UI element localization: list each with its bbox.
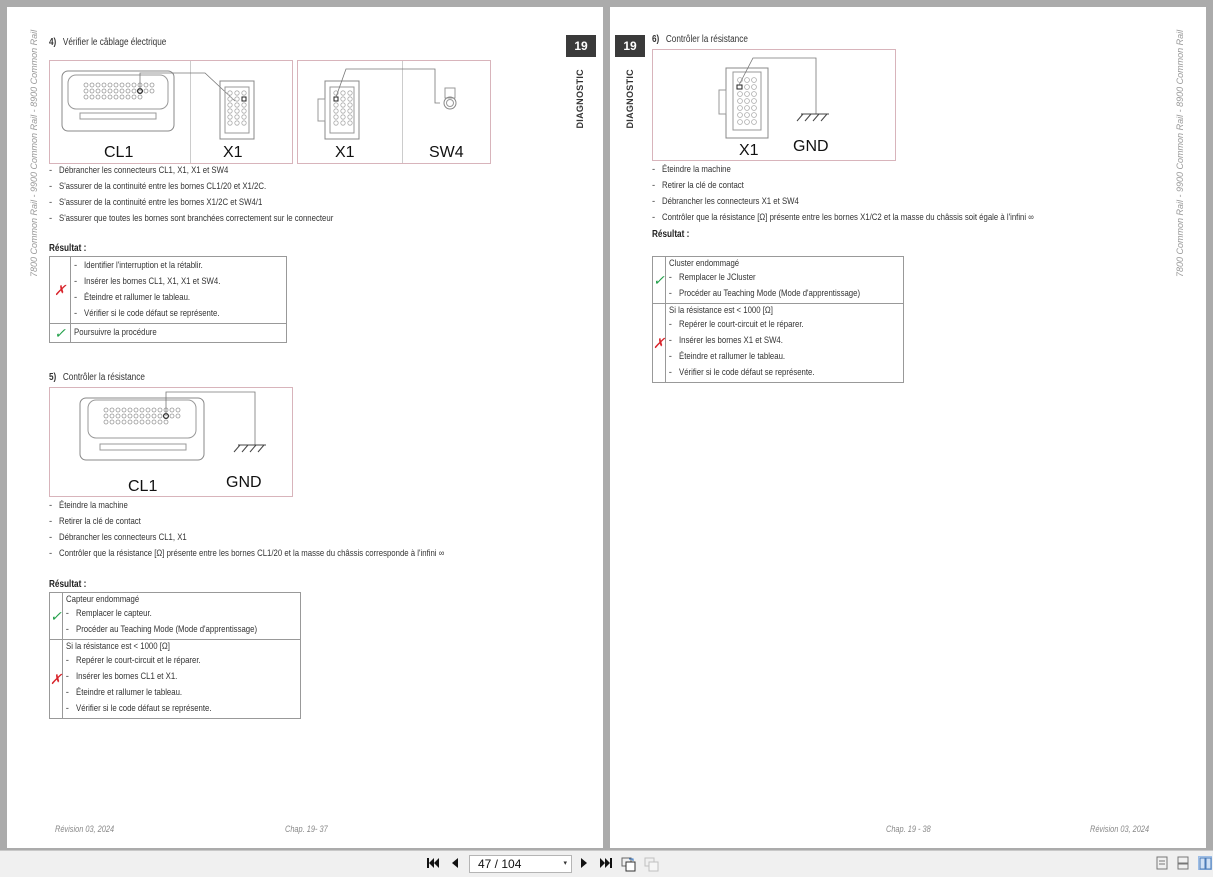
pdf-navigation-toolbar: [0, 850, 1213, 877]
footer-page-number: Chap. 19 - 38: [886, 824, 931, 834]
next-page-icon: [578, 856, 590, 870]
instruction-item: - Retirer la clé de contact: [652, 178, 1115, 194]
first-page-icon: [426, 856, 440, 870]
instruction-item: - Débrancher les connecteurs CL1, X1: [49, 530, 529, 546]
result-heading-line: Capteur endommagé: [65, 594, 139, 605]
instruction-item: - Éteindre la machine: [49, 498, 529, 514]
step-4-title: [49, 37, 192, 48]
result-line: - Éteindre et rallumer le tableau.: [66, 685, 297, 701]
result-line: - Insérer les bornes X1 et SW4.: [669, 333, 900, 349]
step-title-text: Contrôler la résistance: [62, 372, 145, 383]
last-page-button[interactable]: [599, 856, 613, 872]
chapter-tab: 19: [566, 35, 596, 57]
instruction-item: - Éteindre la machine: [652, 162, 1115, 178]
instruction-item: - S'assurer de la continuité entre les bornes CL1/20 et X1/2C.: [49, 179, 394, 195]
connector-label: CL1: [128, 478, 158, 495]
step-5-title: [49, 372, 166, 383]
connector-label: X1: [335, 144, 355, 161]
result-table-step-5: [49, 592, 301, 719]
step-6-instructions: [652, 162, 1115, 226]
page-indicator: 47 / 104: [478, 857, 522, 871]
instruction-item: - Contrôler que la résistance [Ω] présente entre les bornes X1/C2 et la masse du châssis soit égale à l'infini ∞: [652, 210, 1115, 226]
result-row-fail: [653, 304, 904, 383]
result-line: - Insérer les bornes CL1 et X1.: [66, 669, 297, 685]
step-number: 5): [49, 372, 57, 383]
result-line: - Vérifier si le code défaut se représente.: [74, 306, 283, 322]
single-page-icon: [1155, 856, 1169, 870]
result-line: - Identifier l'interruption et la rétablir.: [74, 258, 283, 274]
result-line: - Éteindre et rallumer le tableau.: [669, 349, 900, 365]
result-heading: Résultat :: [49, 243, 87, 254]
connector-label: GND: [226, 474, 262, 491]
previous-page-button[interactable]: [449, 856, 461, 872]
result-heading-line: Si la résistance est < 1000 [Ω]: [65, 641, 170, 652]
first-page-button[interactable]: [426, 856, 440, 872]
result-line: - Vérifier si le code défaut se représente.: [669, 365, 900, 381]
footer-page-number: Chap. 19- 37: [285, 824, 328, 834]
result-row-fail: [50, 640, 301, 719]
footer-revision: Révision 03, 2024: [1090, 824, 1150, 834]
instruction-item: - S'assurer que toutes les bornes sont branchées correctement sur le connecteur: [49, 211, 394, 227]
page-left: [7, 7, 603, 848]
cross-icon: ✗: [50, 640, 63, 719]
connector-label: X1: [739, 142, 759, 159]
instruction-item: - Contrôler que la résistance [Ω] présente entre les bornes CL1/20 et la masse du châssis corresponde à l'infini ∞: [49, 546, 529, 562]
instruction-item: - Retirer la clé de contact: [49, 514, 529, 530]
diagram-cl1-gnd: [49, 387, 293, 497]
continuous-page-icon: [1176, 856, 1190, 870]
two-page-icon: [1199, 857, 1213, 871]
result-line: - Remplacer le JCluster: [669, 270, 900, 286]
result-line: - Insérer les bornes CL1, X1, X1 et SW4.: [74, 274, 283, 290]
chapter-tab: 19: [615, 35, 645, 57]
connector-drawing: [50, 61, 294, 165]
last-page-icon: [599, 856, 613, 870]
step-title-text: Vérifier le câblage électrique: [62, 37, 167, 48]
result-row-ok: [653, 257, 904, 304]
fit-page-button[interactable]: [644, 856, 660, 872]
footer-revision: Révision 03, 2024: [55, 824, 115, 834]
two-page-view-button[interactable]: [1198, 856, 1212, 870]
result-line: - Repérer le court-circuit et le réparer.: [66, 653, 297, 669]
diagram-x1-sw4: [297, 60, 491, 164]
continuous-view-button[interactable]: [1176, 856, 1190, 870]
result-line: - Procéder au Teaching Mode (Mode d'apprentissage): [66, 622, 297, 638]
result-row-ok: [50, 593, 301, 640]
result-heading-line: Si la résistance est < 1000 [Ω]: [668, 305, 773, 316]
instruction-item: - Débrancher les connecteurs X1 et SW4: [652, 194, 1115, 210]
result-line: - Repérer le court-circuit et le réparer.: [669, 317, 900, 333]
result-line: - Remplacer le capteur.: [66, 606, 297, 622]
connector-label: X1: [223, 144, 243, 161]
result-table-step-6: [652, 256, 904, 383]
cross-icon: ✗: [653, 304, 666, 383]
instruction-item: - S'assurer de la continuité entre les bornes X1/2C et SW4/1: [49, 195, 394, 211]
chevron-down-icon: ▾: [563, 860, 567, 867]
result-line: - Vérifier si le code défaut se représente.: [66, 701, 297, 717]
check-icon: ✓: [50, 324, 71, 343]
result-row-fail: [50, 257, 287, 324]
chapter-label: DIAGNOSTIC: [625, 69, 635, 129]
rotate-page-button[interactable]: [621, 856, 637, 872]
result-line: Poursuivre la procédure: [74, 327, 157, 338]
diagram-x1-gnd: [652, 49, 896, 161]
connector-drawing: [653, 50, 897, 162]
model-side-text: 7800 Common Rail - 9900 Common Rail - 8900 Common Rail: [29, 29, 39, 277]
connector-label: GND: [793, 138, 829, 155]
step-number: 6): [652, 34, 660, 45]
step-6-title: [652, 34, 769, 45]
fit-page-icon: [644, 856, 660, 872]
model-side-text: 7800 Common Rail - 9900 Common Rail - 8900 Common Rail: [1175, 29, 1185, 277]
single-page-view-button[interactable]: [1155, 856, 1169, 870]
connector-label: SW4: [429, 144, 464, 161]
result-heading-line: Cluster endommagé: [668, 258, 739, 269]
previous-page-icon: [449, 856, 461, 870]
step-5-instructions: [49, 498, 529, 562]
page-number-dropdown[interactable]: [469, 855, 572, 873]
chapter-label: DIAGNOSTIC: [575, 69, 585, 129]
step-title-text: Contrôler la résistance: [665, 34, 748, 45]
step-4-instructions: [49, 163, 394, 227]
diagram-cl1-x1: [49, 60, 293, 164]
result-line: - Procéder au Teaching Mode (Mode d'apprentissage): [669, 286, 900, 302]
rotate-page-icon: [621, 856, 637, 872]
step-number: 4): [49, 37, 57, 48]
connector-label: CL1: [104, 144, 134, 161]
result-table-step-4: [49, 256, 287, 343]
check-icon: ✓: [50, 593, 63, 640]
instruction-item: - Débrancher les connecteurs CL1, X1, X1 et SW4: [49, 163, 394, 179]
result-line: - Éteindre et rallumer le tableau.: [74, 290, 283, 306]
next-page-button[interactable]: [578, 856, 590, 872]
check-icon: ✓: [653, 257, 666, 304]
page-right: [610, 7, 1206, 848]
cross-icon: ✗: [50, 257, 71, 324]
result-row-ok: [50, 324, 287, 343]
result-heading: Résultat :: [652, 229, 690, 240]
result-heading: Résultat :: [49, 579, 87, 590]
